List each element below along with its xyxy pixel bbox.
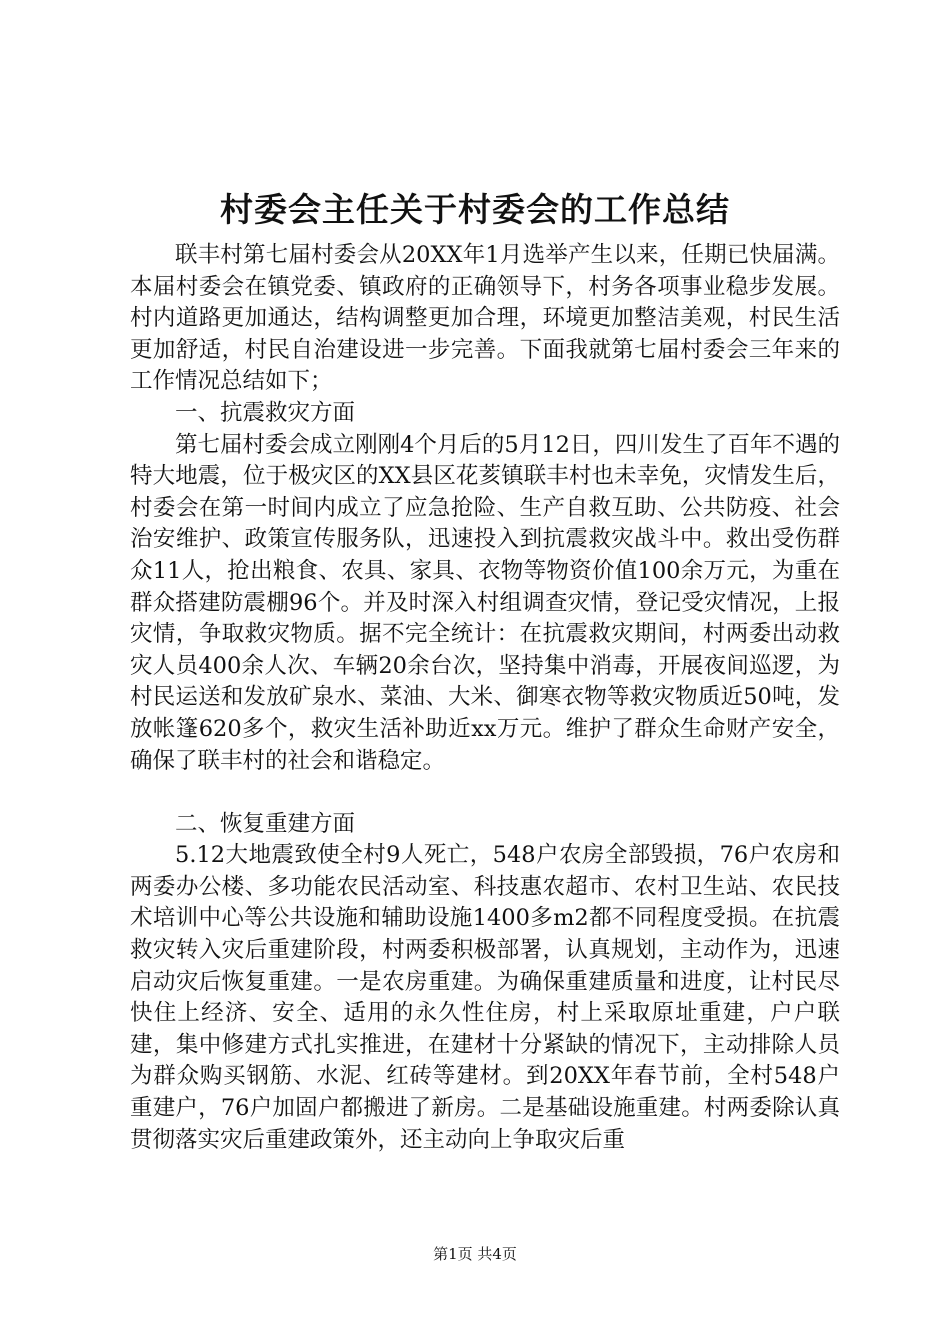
section-2-paragraph: 5.12大地震致使全村9人死亡，548户农房全部毁损，76户农房和两委办公楼、多功能农民活动室、科技惠农超市、农村卫生站、农民技术培训中心等公共设施和辅助设施1400多m2都不同程度受损。在抗震救灾转入灾后重建阶段，村两委积极部署，认真规划，主动作为，迅速启动灾后恢复重建。一是农房重建。为确保重建质量和进度，让村民尽快住上经济、安全、适用的永久性住房，村上采取原址重建，户户联建，集中修建方式扎实推进，在建材十分紧缺的情况下，主动排除人员为群众购买钢筋、水泥、红砖等建材。到20XX年春节前，全村548户重建户，76户加固户都搬进了新房。二是基础设施重建。村两委除认真贯彻落实灾后重建政策外，还主动向上争取灾后重: [130, 842, 840, 1153]
section-heading-1: 一、抗震救灾方面: [175, 399, 356, 426]
document-body: [130, 240, 840, 1156]
document-title: 村委会主任关于村委会的工作总结: [220, 190, 730, 229]
page-footer: 第1页 共4页: [433, 1245, 517, 1263]
paragraph-spacer: [130, 777, 840, 809]
section-1-paragraph: 第七届村委会成立刚刚4个月后的5月12日，四川发生了百年不遇的特大地震，位于极灾区的XX县区花荄镇联丰村也未幸免，灾情发生后，村委会在第一时间内成立了应急抢险、生产自救互助、公共防疫、社会治安维护、政策宣传服务队，迅速投入到抗震救灾战斗中。救出受伤群众11人，抢出粮食、农具、家具、衣物等物资价值100余万元，为重在群众搭建防震棚96个。并及时深入村组调查灾情，登记受灾情况，上报灾情，争取救灾物质。据不完全统计：在抗震救灾期间，村两委出动救灾人员400余人次、车辆20余台次，坚持集中消毒，开展夜间巡逻，为村民运送和发放矿泉水、菜油、大米、御寒衣物等救灾物质近50吨，发放帐篷620多个，救灾生活补助近xx万元。维护了群众生命财产安全，确保了联丰村的社会和谐稳定。: [130, 431, 840, 774]
intro-paragraph: 联丰村第七届村委会从20XX年1月选举产生以来，任期已快届满。本届村委会在镇党委、镇政府的正确领导下，村务各项事业稳步发展。村内道路更加通达，结构调整更加合理，环境更加整洁美观，村民生活更加舒适，村民自治建设进一步完善。下面我就第七届村委会三年来的工作情况总结如下；: [130, 242, 840, 395]
section-heading-2: 二、恢复重建方面: [175, 810, 356, 837]
